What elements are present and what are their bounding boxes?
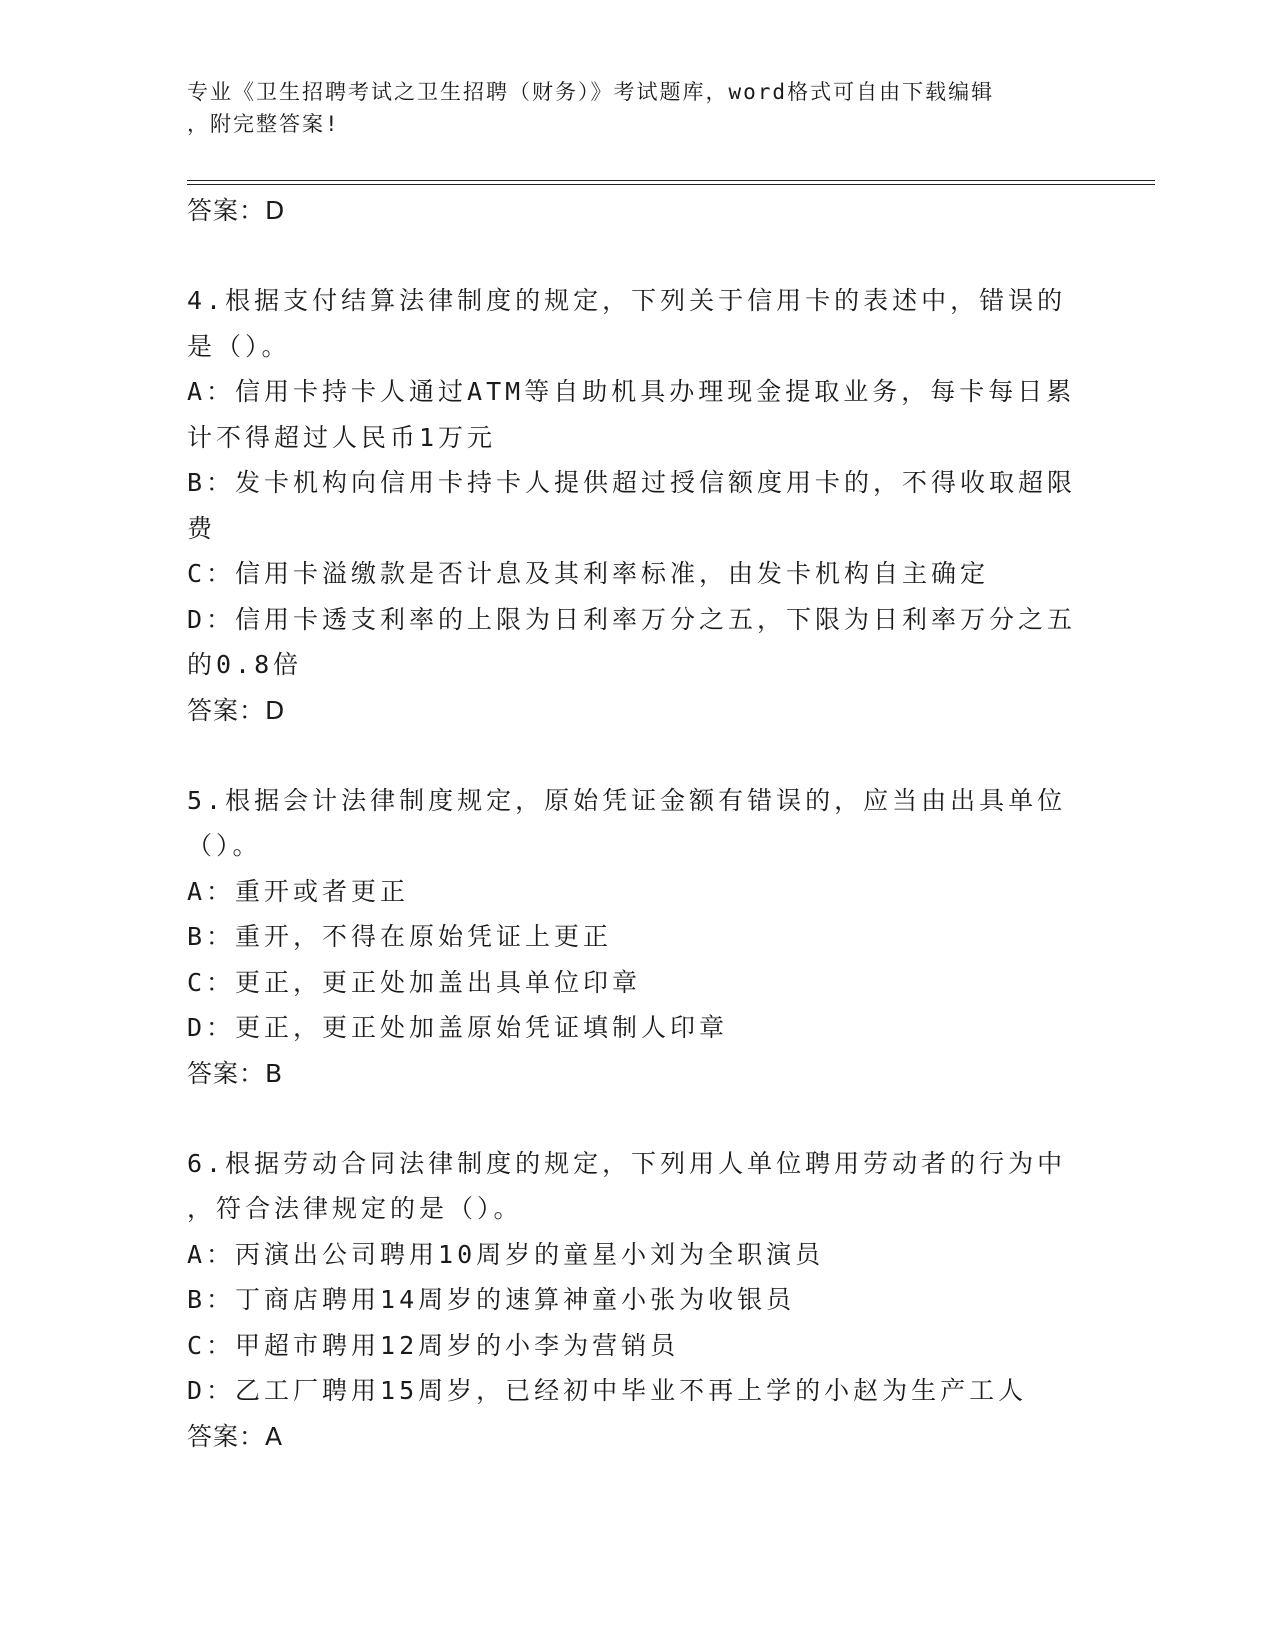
option-a-line: A：重开或者更正 — [187, 876, 410, 906]
question-answer: 答案：B — [187, 1058, 284, 1088]
option-d-line: D：更正，更正处加盖原始凭证填制人印章 — [187, 1013, 729, 1042]
option-c-line: C：甲超市聘用12周岁的小李为营销员 — [187, 1330, 680, 1360]
option-c-line: C：更正，更正处加盖出具单位印章 — [187, 967, 642, 997]
header-line-2: ，附完整答案! — [187, 112, 340, 136]
document-body — [187, 188, 1087, 1460]
question-stem-line: 5.根据会计法律制度规定，原始凭证金额有错误的，应当由出具单位 — [187, 785, 1067, 815]
option-b-line: B：重开，不得在原始凭证上更正 — [187, 922, 613, 951]
question-stem-line: （）。 — [187, 831, 262, 860]
option-b-line: 费 — [187, 513, 217, 543]
question-answer: 答案：A — [187, 1421, 284, 1451]
question-stem-line: 6.根据劳动合同法律制度的规定，下列用人单位聘用劳动者的行为中 — [187, 1148, 1067, 1178]
question-6 — [187, 1141, 1087, 1460]
header-divider-top — [187, 180, 1155, 181]
option-c-line: C：信用卡溢缴款是否计息及其利率标准，由发卡机构自主确定 — [187, 559, 990, 588]
option-d-line: D：乙工厂聘用15周岁，已经初中毕业不再上学的小赵为生产工人 — [187, 1376, 1028, 1405]
question-4 — [187, 278, 1087, 734]
previous-answer: 答案：D — [187, 196, 286, 225]
document-header — [187, 76, 1067, 140]
option-a-line: 计不得超过人民币1万元 — [187, 422, 497, 452]
option-d-line: 的0.8倍 — [187, 650, 303, 679]
question-stem-line: ，符合法律规定的是（）。 — [187, 1194, 523, 1223]
option-a-line: A：丙演出公司聘用10周岁的童星小刘为全职演员 — [187, 1239, 825, 1269]
option-a-line: A：信用卡持卡人通过ATM等自助机具办理现金提取业务，每卡每日累 — [187, 377, 1076, 406]
question-stem-line: 4.根据支付结算法律制度的规定，下列关于信用卡的表述中，错误的 — [187, 286, 1067, 315]
option-b-line: B：发卡机构向信用卡持卡人提供超过授信额度用卡的，不得收取超限 — [187, 468, 1077, 497]
option-b-line: B：丁商店聘用14周岁的速算神童小张为收银员 — [187, 1285, 796, 1314]
question-5 — [187, 778, 1087, 1097]
option-d-line: D：信用卡透支利率的上限为日利率万分之五，下限为日利率万分之五 — [187, 604, 1077, 634]
question-stem-line: 是（）。 — [187, 331, 291, 361]
question-answer: 答案：D — [187, 695, 286, 725]
header-line-1: 专业《卫生招聘考试之卫生招聘（财务）》考试题库，word格式可自由下载编辑 — [187, 80, 995, 104]
header-divider-bottom — [187, 184, 1155, 185]
